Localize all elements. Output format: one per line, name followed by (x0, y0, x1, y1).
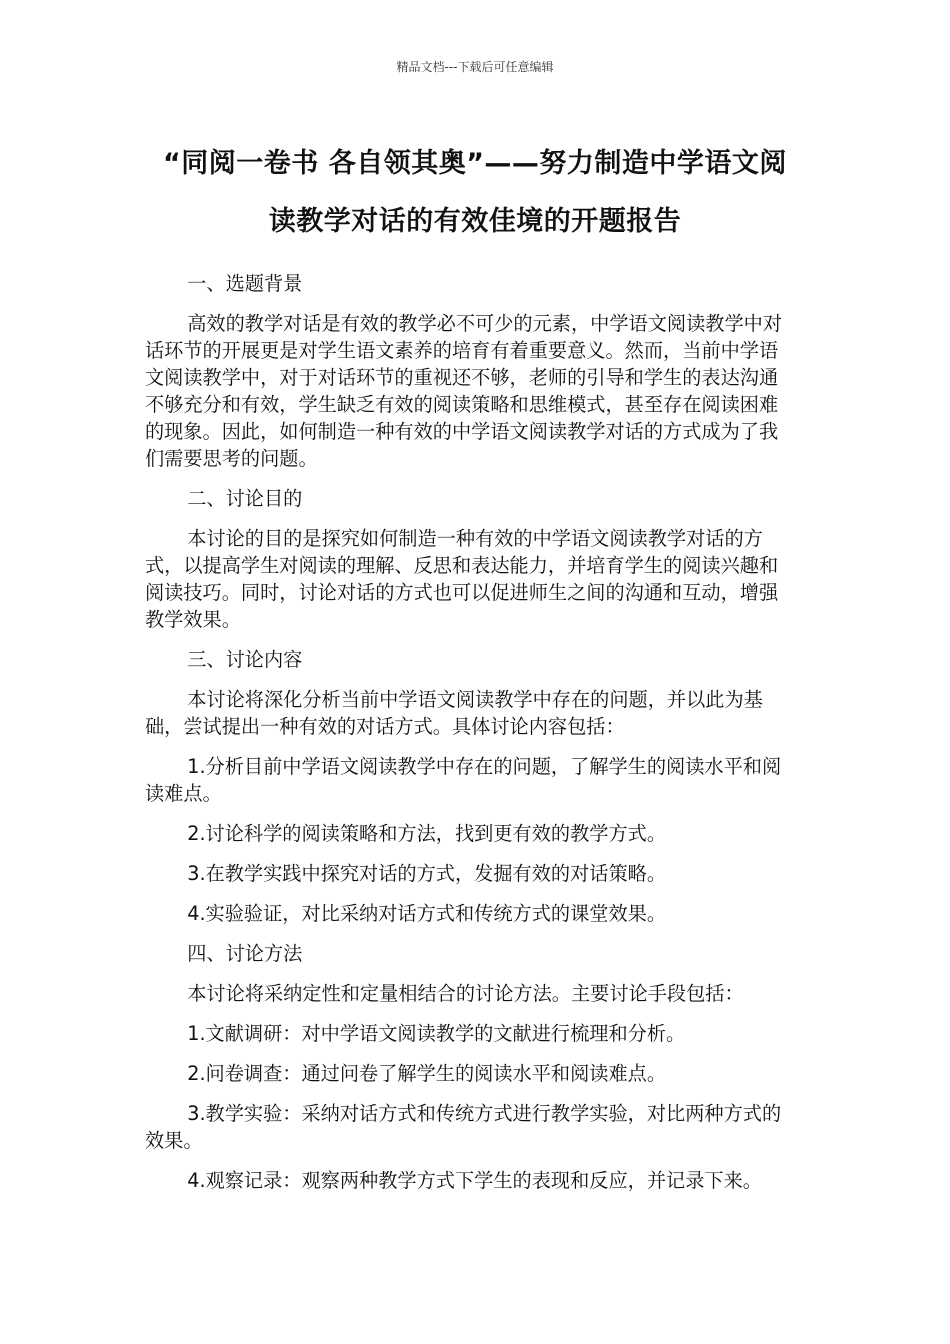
list-item-method-3: 3.教学实验：采纳对话方式和传统方式进行教学实验，对比两种方式的效果。 (145, 1102, 782, 1152)
title-line-2: 读教学对话的有效佳境的开题报告 (268, 206, 682, 237)
document-body (145, 270, 795, 1207)
paragraph-purpose: 本讨论的目的是探究如何制造一种有效的中学语文阅读教学对话的方式，以提高学生对阅读的理解、反思和表达能力，并培育学生的阅读兴趣和阅读技巧。同时，讨论对话的方式也可以促进师生之间的沟通和互动，增强教学效果。 (145, 527, 779, 631)
paragraph-content-intro: 本讨论将深化分析当前中学语文阅读教学中存在的问题，并以此为基础，尝试提出一种有效的对话方式。具体讨论内容包括： (145, 688, 763, 738)
section-heading-background: 一、选题背景 (187, 272, 303, 295)
list-item-method-2: 2.问卷调查：通过问卷了解学生的阅读水平和阅读难点。 (187, 1062, 667, 1085)
page-header-note: 精品文档---下载后可任意编辑 (396, 60, 554, 74)
section-heading-purpose: 二、讨论目的 (187, 487, 303, 510)
paragraph-background: 高效的教学对话是有效的教学必不可少的元素，中学语文阅读教学中对话环节的开展更是对学生语文素养的培育有着重要意义。然而，当前中学语文阅读教学中，对于对话环节的重视还不够，老师的引导和学生的表达沟通不够充分和有效，学生缺乏有效的阅读策略和思维模式，甚至存在阅读困难的现象。因此，如何制造一种有效的中学语文阅读教学对话的方式成为了我们需要思考的问题。 (145, 312, 783, 470)
paragraph-method-intro: 本讨论将采纳定性和定量相结合的讨论方法。主要讨论手段包括： (187, 982, 744, 1005)
list-item-method-1: 1.文献调研：对中学语文阅读教学的文献进行梳理和分析。 (187, 1022, 686, 1045)
list-item-content-1: 1.分析目前中学语文阅读教学中存在的问题，了解学生的阅读水平和阅读难点。 (145, 755, 782, 805)
title-line-1: “同阅一卷书 各自领其奥”——努力制造中学语文阅 (163, 148, 787, 179)
list-item-content-3: 3.在教学实践中探究对话的方式，发掘有效的对话策略。 (187, 862, 667, 885)
section-heading-method: 四、讨论方法 (187, 942, 303, 965)
section-heading-content: 三、讨论内容 (187, 648, 303, 671)
document-title (140, 135, 810, 251)
list-item-content-2: 2.讨论科学的阅读策略和方法，找到更有效的教学方式。 (187, 822, 667, 845)
list-item-method-4: 4.观察记录：观察两种教学方式下学生的表现和反应，并记录下来。 (187, 1169, 762, 1192)
list-item-content-4: 4.实验验证，对比采纳对话方式和传统方式的课堂效果。 (187, 902, 667, 925)
